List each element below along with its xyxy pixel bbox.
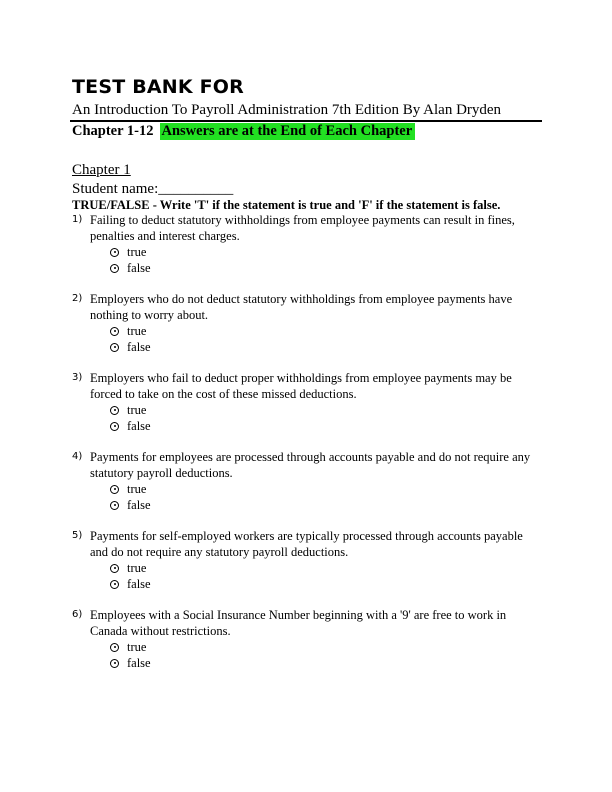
question-number: 4) — [72, 451, 83, 462]
option-true[interactable] — [110, 560, 542, 576]
option-false[interactable] — [110, 418, 542, 434]
question-item — [72, 449, 542, 513]
option-false[interactable] — [110, 260, 542, 276]
question-item — [72, 291, 542, 355]
option-false[interactable] — [110, 339, 542, 355]
option-label: true — [127, 403, 147, 417]
document-subtitle: An Introduction To Payroll Administration 7th Edition By Alan Dryden — [72, 102, 502, 118]
header-divider — [70, 120, 542, 122]
chapter-range-label: Chapter 1-12 — [72, 123, 154, 139]
answer-options — [110, 639, 542, 671]
question-item — [72, 212, 542, 276]
radio-button-icon[interactable] — [110, 327, 119, 336]
radio-button-icon[interactable] — [110, 406, 119, 415]
answer-options — [110, 560, 542, 592]
option-label: false — [127, 656, 151, 670]
option-label: false — [127, 340, 151, 354]
chapter-range-line — [72, 123, 415, 140]
option-true[interactable] — [110, 481, 542, 497]
question-number: 2) — [72, 293, 83, 304]
question-number: 6) — [72, 609, 83, 620]
question-number: 5) — [72, 530, 83, 541]
student-name-label: Student name:__________ — [72, 181, 234, 197]
question-number: 1) — [72, 214, 83, 225]
option-true[interactable] — [110, 639, 542, 655]
question-number: 3) — [72, 372, 83, 383]
option-label: true — [127, 561, 147, 575]
question-item — [72, 370, 542, 434]
option-label: true — [127, 245, 147, 259]
radio-button-icon[interactable] — [110, 501, 119, 510]
question-item — [72, 607, 542, 671]
question-text: Employees with a Social Insurance Number beginning with a '9' are free to work in Canada without restrictions. — [90, 608, 507, 638]
radio-button-icon[interactable] — [110, 264, 119, 273]
chapter-heading: Chapter 1 — [72, 162, 131, 178]
radio-button-icon[interactable] — [110, 343, 119, 352]
option-label: false — [127, 577, 151, 591]
question-text: Payments for employees are processed through accounts payable and do not require any statutory payroll deductions. — [90, 450, 531, 480]
answer-options — [110, 402, 542, 434]
option-label: false — [127, 261, 151, 275]
radio-button-icon[interactable] — [110, 564, 119, 573]
radio-button-icon[interactable] — [110, 580, 119, 589]
radio-button-icon[interactable] — [110, 659, 119, 668]
option-label: true — [127, 482, 147, 496]
option-true[interactable] — [110, 402, 542, 418]
answer-options — [110, 244, 542, 276]
option-false[interactable] — [110, 497, 542, 513]
radio-button-icon[interactable] — [110, 485, 119, 494]
option-label: true — [127, 640, 147, 654]
option-label: true — [127, 324, 147, 338]
question-text: Failing to deduct statutory withholdings from employee payments can result in fines, penalties and interest charges. — [90, 213, 515, 243]
instructions-text: TRUE/FALSE - Write 'T' if the statement is true and 'F' if the statement is false. — [72, 198, 501, 212]
answer-options — [110, 481, 542, 513]
radio-button-icon[interactable] — [110, 643, 119, 652]
option-label: false — [127, 419, 151, 433]
question-text: Employers who do not deduct statutory withholdings from employee payments have nothing to worry about. — [90, 292, 513, 322]
option-false[interactable] — [110, 576, 542, 592]
document-title: TEST BANK FOR — [72, 76, 244, 98]
option-true[interactable] — [110, 323, 542, 339]
question-text: Payments for self-employed workers are typically processed through accounts payable and do not require any statutory payroll deductions. — [90, 529, 523, 559]
question-text: Employers who fail to deduct proper withholdings from employee payments may be forced to take on the cost of these missed deductions. — [90, 371, 512, 401]
option-true[interactable] — [110, 244, 542, 260]
option-label: false — [127, 498, 151, 512]
answers-note-highlight: Answers are at the End of Each Chapter — [160, 123, 416, 140]
option-false[interactable] — [110, 655, 542, 671]
radio-button-icon[interactable] — [110, 422, 119, 431]
question-item — [72, 528, 542, 592]
answer-options — [110, 323, 542, 355]
radio-button-icon[interactable] — [110, 248, 119, 257]
